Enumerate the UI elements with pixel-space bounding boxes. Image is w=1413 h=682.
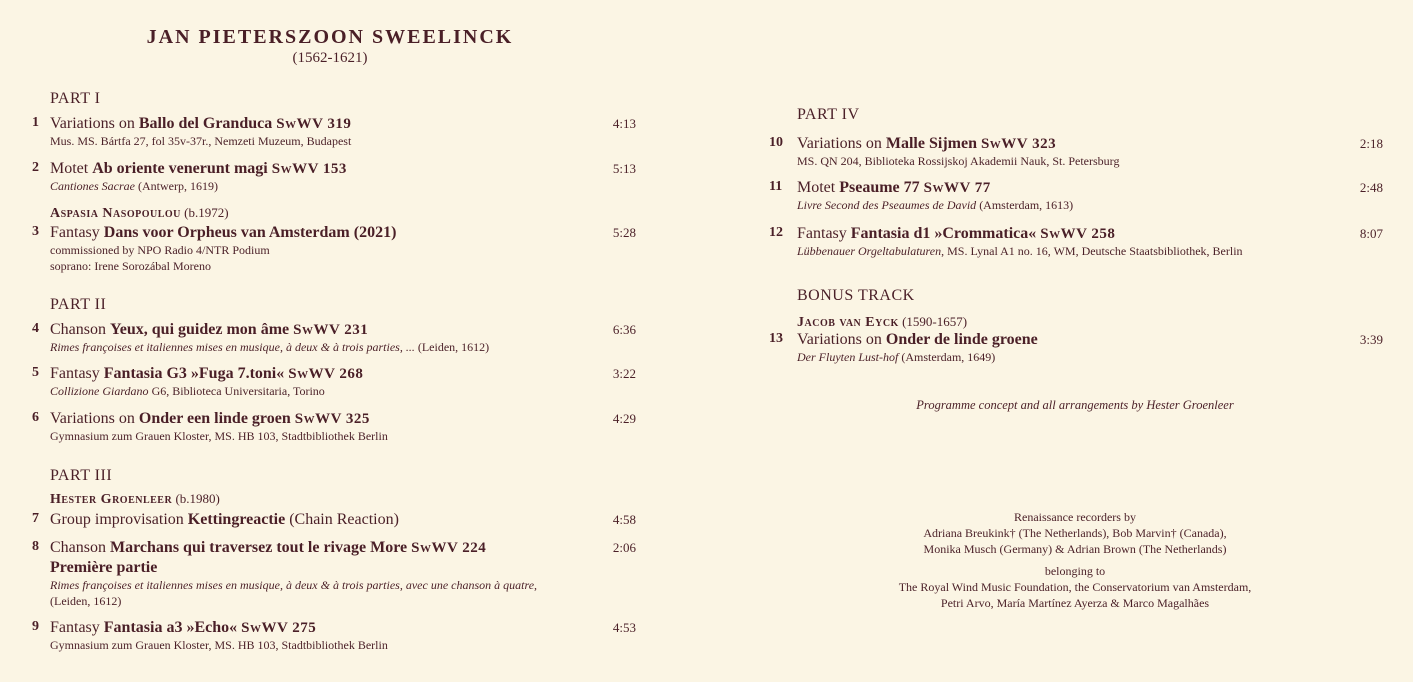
track-number: 5 — [32, 365, 39, 380]
part-3-heading: PART III — [50, 467, 113, 484]
track-duration: 6:36 — [612, 322, 636, 337]
track-11 — [769, 179, 1383, 213]
track-duration: 3:22 — [612, 366, 636, 381]
composer-line — [50, 491, 220, 508]
track-source: (Leiden, 1612) — [414, 340, 490, 354]
track-source: MS. QN 204, Biblioteka Rossijskoj Akademii Nauk, St. Petersburg — [797, 154, 1120, 168]
track-duration: 5:28 — [612, 225, 636, 240]
track-performer: soprano: Irene Sorozábal Moreno — [50, 259, 211, 273]
composer-name: Hester Groenleer — [50, 492, 173, 507]
track-form: Group improvisation — [50, 511, 188, 528]
programme-concept: Programme concept and all arrangements by Hester Groenleer — [916, 398, 1234, 412]
composer-dates: (b.1972) — [180, 205, 229, 220]
track-source: , MS. Lynal A1 no. 16, WM, Deutsche Staatsbibliothek, Berlin — [941, 244, 1243, 258]
track-source: (Leiden, 1612) — [50, 594, 122, 608]
track-number: 6 — [32, 410, 39, 425]
track-form: Motet — [797, 179, 840, 196]
composer-line — [797, 314, 967, 331]
track-source: Mus. MS. Bártfa 27, fol 35v-37r., Nemzeti Muzeum, Budapest — [50, 134, 352, 148]
track-title-extra: (2021) — [349, 224, 397, 241]
track-source-italic: Livre Second des Pseaumes de David — [797, 198, 977, 212]
part-2-heading: PART II — [50, 296, 107, 313]
track-source-italic: Rimes françoises et italiennes mises en musique, à deux & à trois parties, ... — [50, 340, 415, 354]
track-number: 2 — [32, 160, 39, 175]
track-title-extra: (Chain Reaction) — [285, 511, 399, 528]
track-commission: commissioned by NPO Radio 4/NTR Podium — [50, 243, 270, 257]
credits-line: The Royal Wind Music Foundation, the Conservatorium van Amsterdam, — [898, 580, 1252, 594]
track-source-italic: Cantiones Sacrae — [50, 179, 135, 193]
track-source: G6, Biblioteca Universitaria, Torino — [148, 384, 325, 398]
composer-name: Aspasia Nasopoulou — [50, 206, 181, 221]
track-number: 12 — [769, 225, 783, 240]
track-source: (Antwerp, 1619) — [135, 179, 218, 193]
track-duration: 5:13 — [612, 161, 636, 176]
track-source: Gymnasium zum Grauen Kloster, MS. HB 103, Stadtbibliothek Berlin — [50, 638, 388, 652]
track-title: Yeux, qui guidez mon âme — [110, 321, 290, 338]
track-2 — [32, 160, 636, 194]
track-1 — [32, 115, 636, 149]
track-form: Chanson — [50, 321, 110, 338]
track-title: Fantasia a3 »Echo« — [103, 619, 238, 636]
track-title: Fantasia d1 »Crommatica« — [850, 225, 1037, 242]
track-form: Variations on — [797, 331, 886, 348]
track-form: Variations on — [50, 115, 139, 132]
track-number: 3 — [32, 224, 39, 239]
track-title: Malle Sijmen — [885, 135, 977, 152]
composer-dates: (b.1980) — [172, 491, 220, 506]
track-8 — [32, 539, 636, 609]
composer-title: JAN PIETERSZOON SWEELINCK — [146, 26, 514, 48]
track-duration: 4:58 — [612, 512, 636, 527]
track-number: 9 — [32, 619, 39, 634]
track-form: Variations on — [50, 410, 139, 427]
track-form: Chanson — [50, 539, 110, 556]
track-duration: 4:29 — [612, 411, 636, 426]
track-catalogue: SwWV 275 — [241, 620, 317, 636]
track-duration: 4:13 — [612, 116, 636, 131]
track-catalogue: SwWV 153 — [271, 161, 347, 177]
track-source: (Amsterdam, 1649) — [898, 350, 996, 364]
track-number: 13 — [769, 331, 783, 346]
track-title: Fantasia G3 »Fuga 7.toni« — [103, 365, 285, 382]
track-catalogue: SwWV 77 — [923, 180, 991, 196]
track-source: Gymnasium zum Grauen Kloster, MS. HB 103, Stadtbibliothek Berlin — [50, 429, 388, 443]
track-duration: 2:18 — [1359, 136, 1383, 151]
track-catalogue: SwWV 319 — [276, 116, 352, 132]
bonus-heading: BONUS TRACK — [797, 287, 915, 304]
track-title: Onder de linde groene — [885, 331, 1038, 348]
track-number: 4 — [32, 321, 39, 336]
track-number: 1 — [32, 115, 39, 130]
track-title: Marchans qui traversez tout le rivage More — [110, 539, 408, 556]
header — [0, 26, 660, 67]
track-catalogue: SwWV 268 — [288, 366, 364, 382]
track-6 — [32, 410, 636, 444]
track-title: Kettingreactie — [187, 511, 286, 528]
track-form: Motet — [50, 160, 93, 177]
track-source-italic: Rimes françoises et italiennes mises en musique, à deux & à trois parties, avec une chanson à quatre, — [50, 578, 538, 592]
composer-name: Jacob van Eyck — [797, 315, 899, 330]
track-13 — [769, 331, 1383, 365]
part-1-heading: PART I — [50, 90, 101, 107]
track-duration: 8:07 — [1359, 226, 1383, 241]
credits-line: Adriana Breukink† (The Netherlands), Bob Marvin† (Canada), — [923, 526, 1227, 540]
track-4 — [32, 321, 636, 355]
track-9 — [32, 619, 636, 653]
track-subtitle: Première partie — [50, 559, 158, 576]
track-title: Onder een linde groen — [138, 410, 291, 427]
track-catalogue: SwWV 224 — [411, 540, 487, 556]
credits-line: Monika Musch (Germany) & Adrian Brown (The Netherlands) — [923, 542, 1227, 556]
track-duration: 2:06 — [612, 540, 636, 555]
track-form: Fantasy — [50, 224, 104, 241]
track-source: (Amsterdam, 1613) — [976, 198, 1074, 212]
track-title: Ab oriente venerunt magi — [92, 160, 268, 177]
track-catalogue: SwWV 231 — [293, 322, 369, 338]
track-title: Dans voor Orpheus van Amsterdam — [103, 224, 350, 241]
track-number: 7 — [32, 511, 39, 526]
track-number: 10 — [769, 135, 783, 150]
credits-line: Renaissance recorders by — [1014, 510, 1136, 524]
track-duration: 3:39 — [1359, 332, 1383, 347]
track-number: 8 — [32, 539, 39, 554]
track-catalogue: SwWV 323 — [980, 136, 1057, 152]
track-catalogue: SwWV 258 — [1040, 226, 1116, 242]
track-title: Ballo del Granduca — [138, 115, 273, 132]
instrument-credits — [780, 509, 1370, 611]
track-source-italic: Der Fluyten Lust-hof — [797, 350, 899, 364]
part-4-heading: PART IV — [797, 106, 860, 123]
track-form: Fantasy — [50, 365, 104, 382]
track-3 — [32, 224, 636, 274]
track-10 — [769, 135, 1383, 169]
track-12 — [769, 225, 1383, 259]
track-title: Pseaume 77 — [839, 179, 920, 196]
track-source-italic: Collizione Giardano — [50, 384, 149, 398]
track-form: Variations on — [797, 135, 886, 152]
track-5 — [32, 365, 636, 399]
track-source-italic: Lübbenauer Orgeltabulaturen — [797, 244, 942, 258]
credits-line: belonging to — [1044, 564, 1106, 578]
track-form: Fantasy — [50, 619, 104, 636]
composer-dates: (1590-1657) — [898, 314, 968, 329]
composer-years: (1562-1621) — [292, 50, 368, 66]
track-duration: 4:53 — [612, 620, 636, 635]
composer-line — [50, 205, 229, 222]
track-number: 11 — [769, 179, 783, 194]
track-duration: 2:48 — [1359, 180, 1383, 195]
track-form: Fantasy — [797, 225, 851, 242]
credits-line: Petri Arvo, María Martínez Ayerza & Marco Magalhães — [940, 596, 1210, 610]
track-7 — [32, 511, 636, 529]
track-catalogue: SwWV 325 — [294, 411, 370, 427]
